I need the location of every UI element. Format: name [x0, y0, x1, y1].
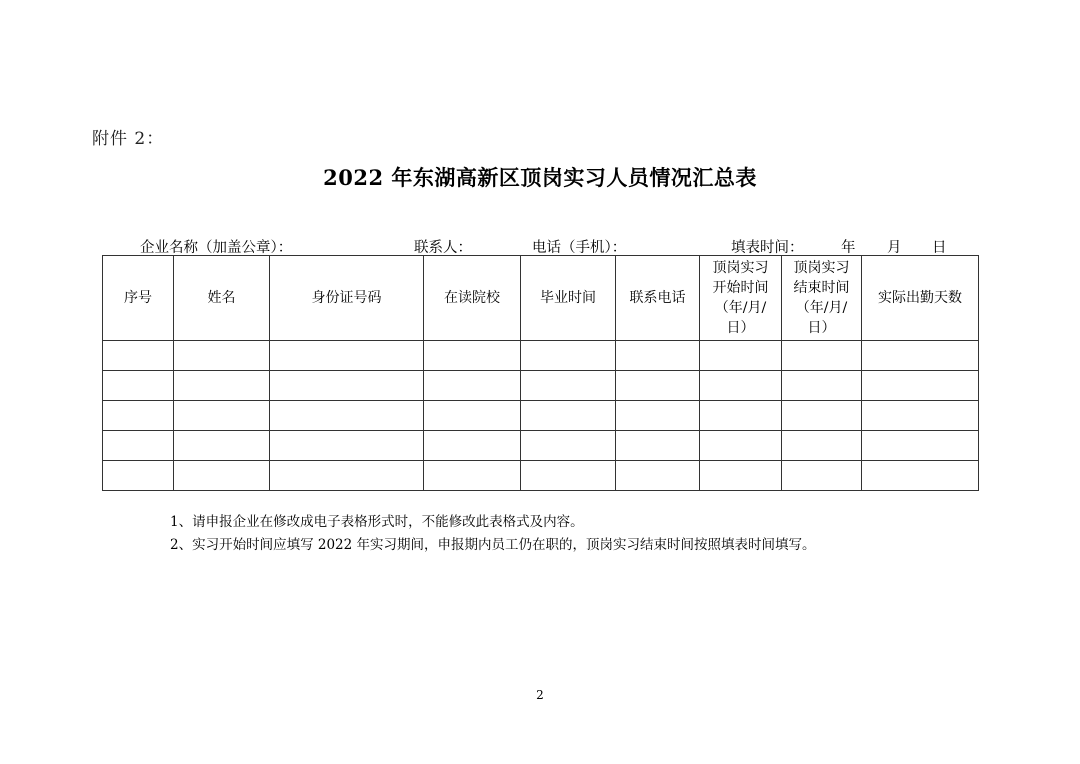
- table-cell[interactable]: [782, 371, 862, 401]
- attachment-label: 附件 2：: [92, 129, 165, 149]
- table-cell[interactable]: [862, 401, 979, 431]
- table-cell[interactable]: [616, 371, 700, 401]
- table-cell[interactable]: [521, 461, 616, 491]
- header-end-time: [782, 256, 862, 341]
- month-label: 月: [887, 240, 902, 256]
- header-seq: 序号: [103, 256, 174, 341]
- table-cell[interactable]: [700, 401, 782, 431]
- header-end-line: 顶岗实习: [793, 260, 850, 276]
- table-cell[interactable]: [862, 341, 979, 371]
- header-id-number: 身份证号码: [270, 256, 424, 341]
- header-end-line: （年/月/: [795, 300, 848, 316]
- header-phone: 联系电话: [616, 256, 700, 341]
- table-cell[interactable]: [103, 431, 174, 461]
- header-start-line: （年/月/: [714, 300, 767, 316]
- page-number: 2: [536, 688, 544, 702]
- table-cell[interactable]: [174, 341, 270, 371]
- table-cell[interactable]: [862, 371, 979, 401]
- table-cell[interactable]: [103, 341, 174, 371]
- table-cell[interactable]: [616, 461, 700, 491]
- table-cell[interactable]: [782, 401, 862, 431]
- table-cell[interactable]: [424, 341, 521, 371]
- table-cell[interactable]: [521, 341, 616, 371]
- header-name: 姓名: [174, 256, 270, 341]
- header-start-line: 日）: [726, 320, 755, 336]
- table-cell[interactable]: [424, 401, 521, 431]
- table-cell[interactable]: [862, 431, 979, 461]
- contact-person-label: 联系人：: [414, 240, 472, 256]
- table-cell[interactable]: [782, 461, 862, 491]
- table-cell[interactable]: [424, 371, 521, 401]
- table-cell[interactable]: [174, 431, 270, 461]
- mobile-phone-label: 电话（手机）：: [532, 240, 627, 256]
- note-item: 2、实习开始时间应填写 2022 年实习期间，申报期内员工仍在职的，顶岗实习结束时间按照填表时间填写。: [170, 537, 816, 553]
- fill-time-label: 填表时间：: [731, 240, 804, 256]
- table-cell[interactable]: [782, 341, 862, 371]
- table-cell[interactable]: [700, 371, 782, 401]
- intern-summary-table: [102, 255, 979, 491]
- table-cell[interactable]: [862, 461, 979, 491]
- table-cell[interactable]: [700, 461, 782, 491]
- table-cell[interactable]: [521, 401, 616, 431]
- table-cell[interactable]: [174, 461, 270, 491]
- table-cell[interactable]: [521, 431, 616, 461]
- table-cell[interactable]: [616, 341, 700, 371]
- year-label: 年: [841, 240, 856, 256]
- table-cell[interactable]: [270, 371, 424, 401]
- company-name-label: 企业名称（加盖公章）：: [140, 240, 293, 256]
- table-row: [103, 371, 979, 401]
- table-row: [103, 431, 979, 461]
- table-cell[interactable]: [700, 341, 782, 371]
- table-row: [103, 401, 979, 431]
- table-cell[interactable]: [103, 371, 174, 401]
- table-cell[interactable]: [270, 431, 424, 461]
- table-header-row: [103, 256, 979, 341]
- page-title: 2022 年东湖高新区顶岗实习人员情况汇总表: [323, 165, 757, 190]
- header-graduation-time: 毕业时间: [521, 256, 616, 341]
- table-cell[interactable]: [521, 371, 616, 401]
- header-attendance-days: 实际出勤天数: [862, 256, 979, 341]
- table-cell[interactable]: [782, 431, 862, 461]
- header-school: 在读院校: [424, 256, 521, 341]
- table-cell[interactable]: [424, 461, 521, 491]
- header-start-time: [700, 256, 782, 341]
- note-item: 1、请申报企业在修改成电子表格形式时，不能修改此表格式及内容。: [170, 514, 584, 530]
- table-cell[interactable]: [270, 461, 424, 491]
- table-cell[interactable]: [424, 431, 521, 461]
- header-start-line: 顶岗实习: [712, 260, 769, 276]
- table-cell[interactable]: [103, 461, 174, 491]
- table-row: [103, 461, 979, 491]
- table-cell[interactable]: [270, 341, 424, 371]
- table-cell[interactable]: [616, 431, 700, 461]
- table-cell[interactable]: [270, 401, 424, 431]
- table-cell[interactable]: [103, 401, 174, 431]
- day-label: 日: [932, 240, 947, 256]
- table-row: [103, 341, 979, 371]
- header-end-line: 日）: [807, 320, 836, 336]
- table-cell[interactable]: [616, 401, 700, 431]
- header-start-line: 开始时间: [712, 280, 769, 296]
- header-end-line: 结束时间: [793, 280, 850, 296]
- table-cell[interactable]: [174, 371, 270, 401]
- table-cell[interactable]: [700, 431, 782, 461]
- table-cell[interactable]: [174, 401, 270, 431]
